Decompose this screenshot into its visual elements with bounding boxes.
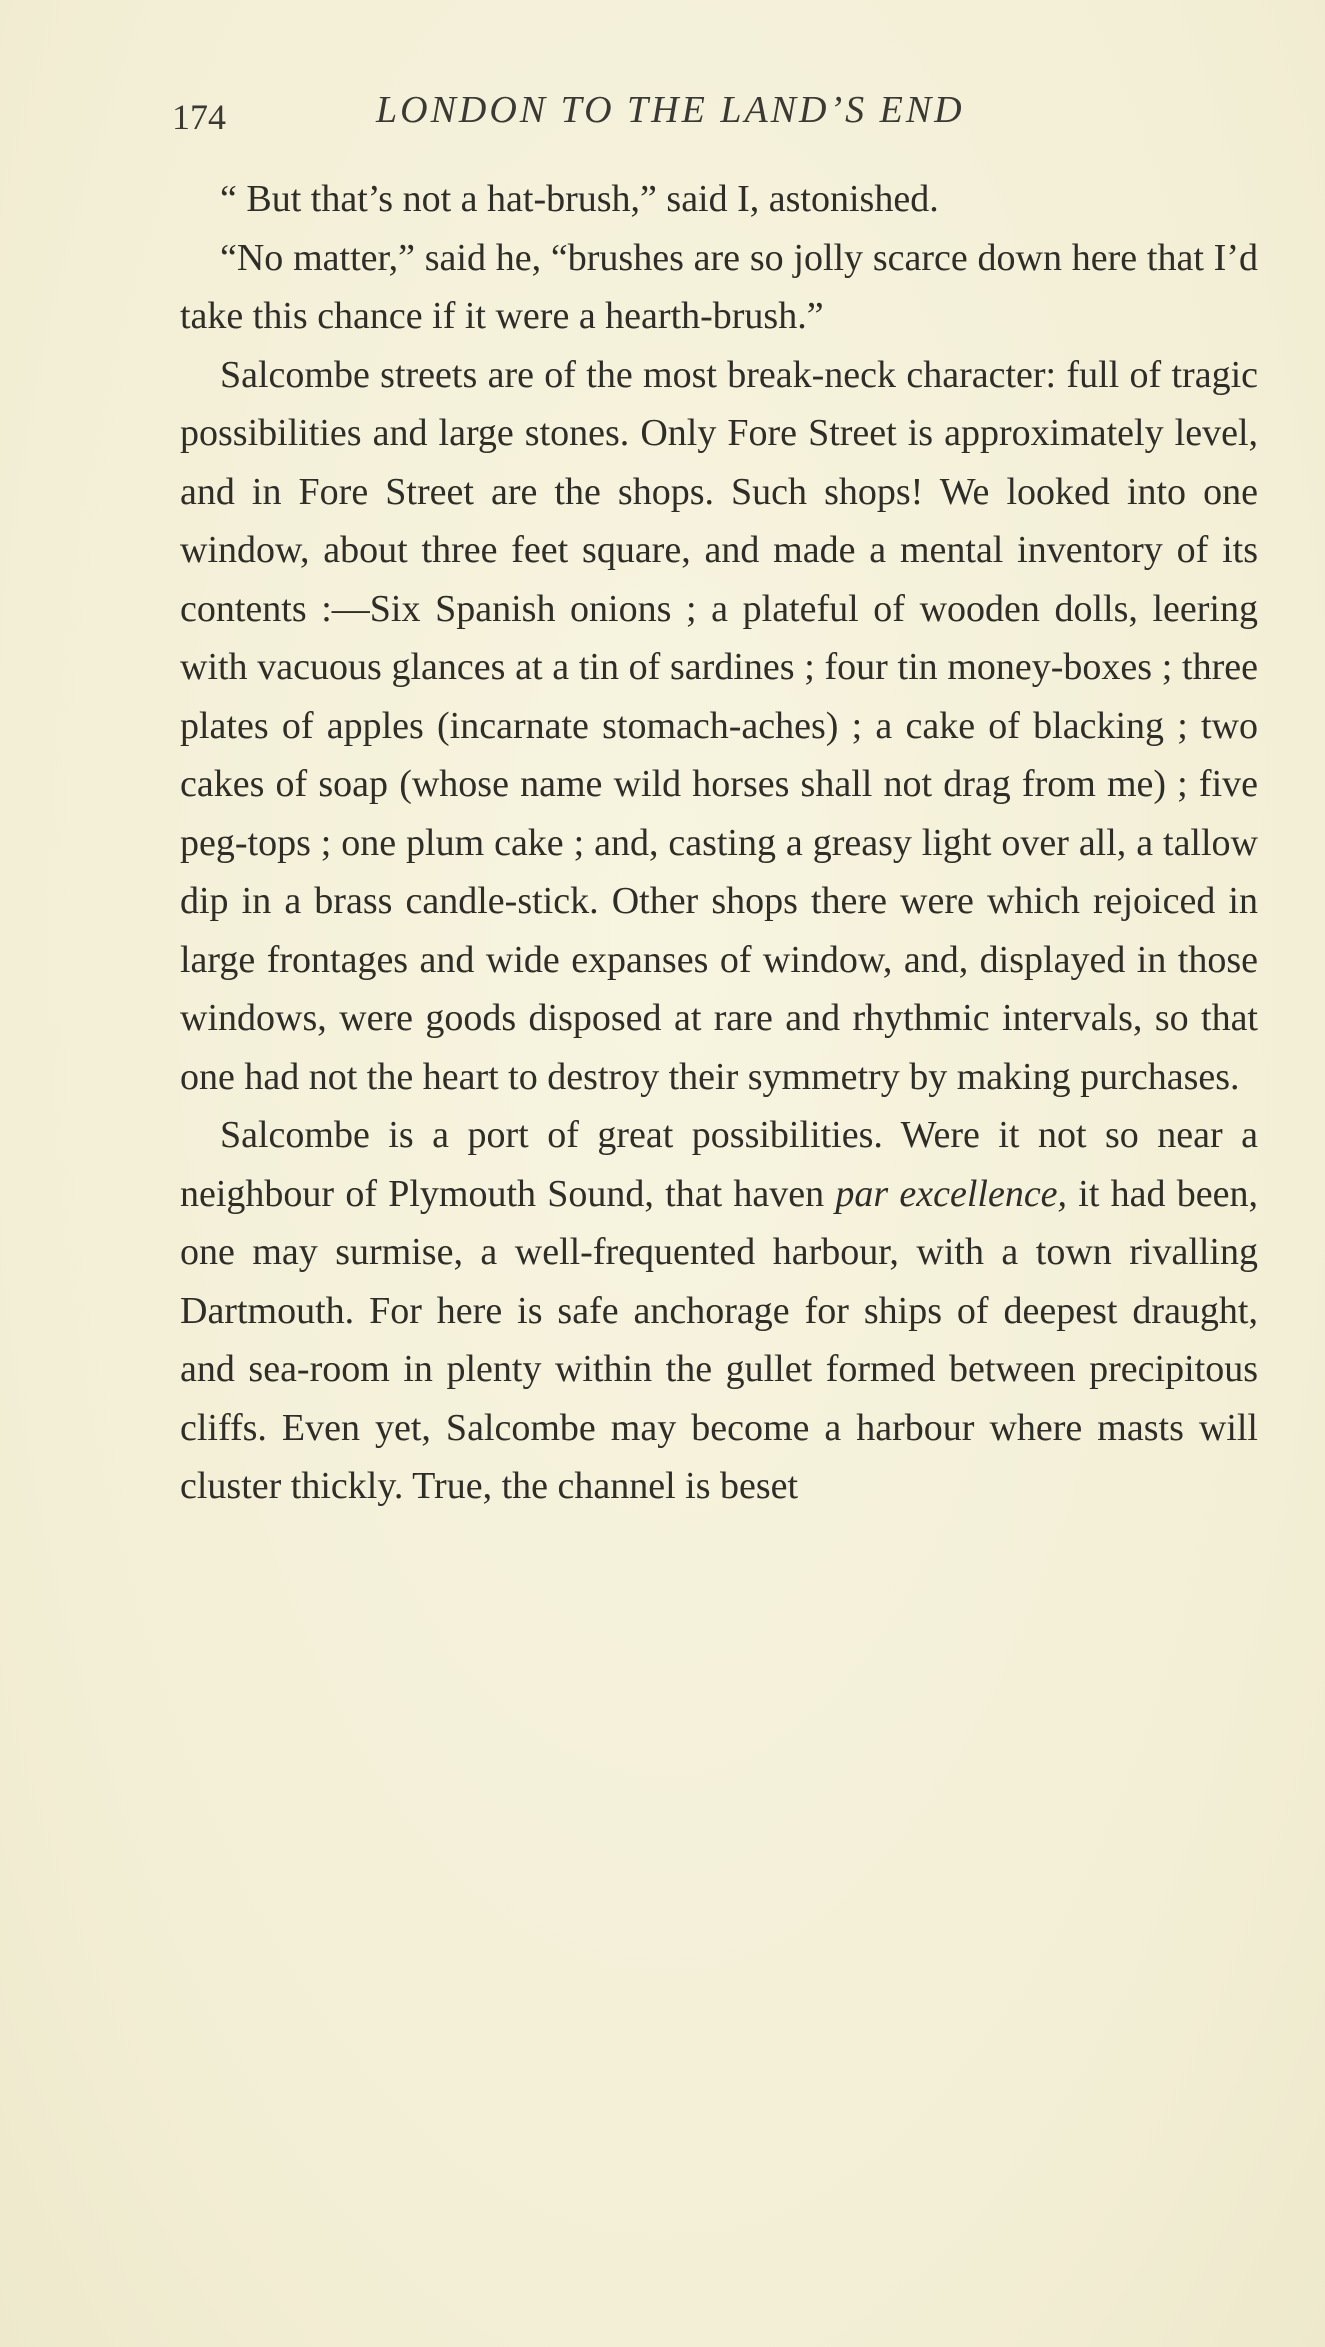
paragraph-4	[180, 1106, 1258, 1516]
paragraph-4-italic: par excellence,	[835, 1172, 1068, 1215]
page-header	[172, 88, 1272, 148]
running-head: LONDON TO THE LAND’S END	[376, 89, 965, 131]
paragraph-1: “ But that’s not a hat-brush,” said I, astonished.	[220, 178, 939, 220]
body-text	[180, 170, 1258, 1516]
paragraph-4-after: it had been, one may surmise, a well-frequented harbour, with a town rivalling Dartmouth. For here is safe anchorage for ships of deepest draught, and sea-room in plenty within the gullet formed between precipitous cliffs. Even yet, Salcombe may become a harbour where masts will cluster thickly. True, the channel is beset	[180, 1172, 1259, 1507]
paragraph-3: Salcombe streets are of the most break-neck character: full of tragic possibilities and large stones. Only Fore Street is approximately level, and in Fore Street are the shops. Such shops! We looked into one window, about three feet square, and made a mental inventory of its contents :—Six Spanish onions ; a plateful of wooden dolls, leering with vacuous glances at a tin of sardines ; four tin money-boxes ; three plates of apples (incarnate stomach-aches) ; a cake of blacking ; two cakes of soap (whose name wild horses shall not drag from me) ; five peg-tops ; one plum cake ; and, casting a greasy light over all, a tallow dip in a brass candle-stick. Other shops there were which rejoiced in large frontages and wide expanses of window, and, displayed in those windows, were goods disposed at rare and rhythmic intervals, so that one had not the heart to destroy their symmetry by making purchases.	[180, 353, 1258, 1098]
page-number: 174	[172, 97, 226, 137]
paragraph-4-before: Salcombe is a port of great possibilities. Were it not so near a neighbour of Plymouth Sound, that haven	[180, 1114, 1258, 1215]
paragraph-2: “No matter,” said he, “brushes are so jolly scarce down here that I’d take this chance if it were a hearth-brush.”	[180, 236, 1258, 337]
